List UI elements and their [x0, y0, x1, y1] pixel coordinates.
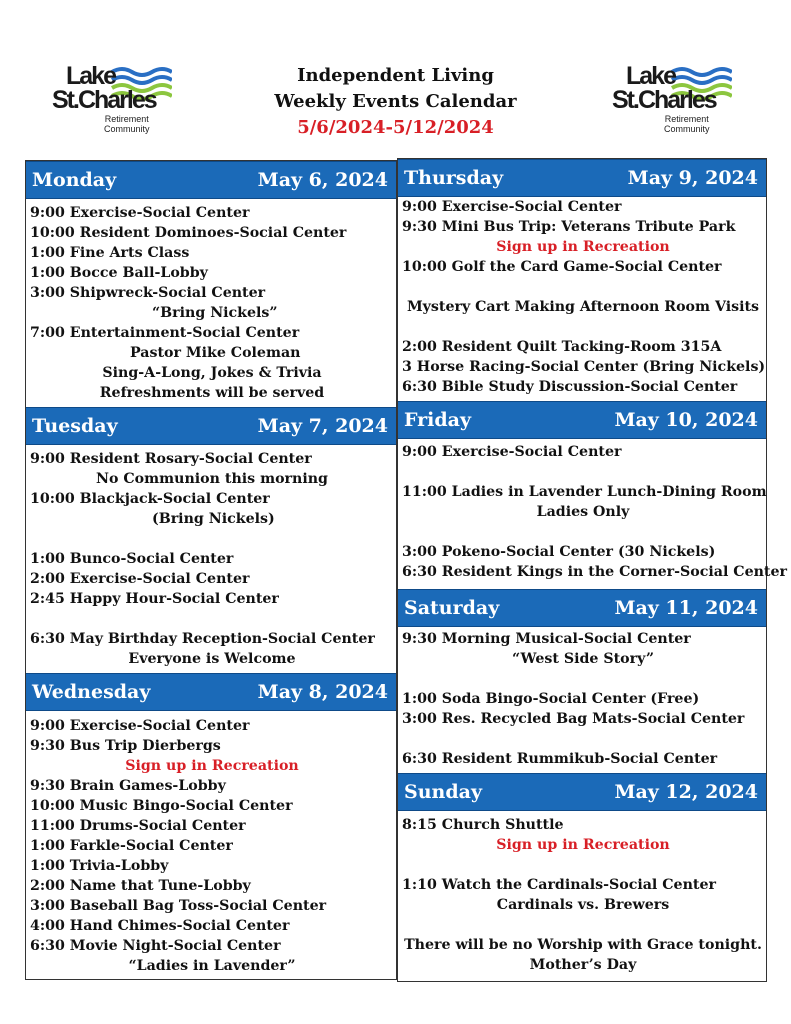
logo-text-lake: Lake [66, 62, 115, 90]
spacer [402, 277, 764, 297]
event-item: 9:30 Morning Musical-Social Center [402, 631, 691, 647]
day-header-thursday [398, 159, 766, 197]
day-name: Thursday [404, 167, 504, 189]
day-date: May 6, 2024 [257, 169, 388, 191]
day-header-sunday [398, 773, 766, 811]
event-item: 9:00 Exercise-Social Center [402, 444, 622, 460]
event-item: 6:30 Bible Study Discussion-Social Center [402, 379, 738, 395]
day-name: Tuesday [32, 415, 118, 437]
spacer [402, 317, 764, 337]
day-name: Wednesday [32, 681, 151, 703]
logo-text-stcharles: St.Charles [612, 86, 716, 114]
spacer [402, 729, 764, 749]
event-item: 9:30 Brain Games-Lobby [30, 778, 226, 794]
event-note: “Bring Nickels” [152, 305, 278, 321]
event-item: 1:10 Watch the Cardinals-Social Center [402, 877, 716, 893]
event-item: 2:00 Resident Quilt Tacking-Room 315A [402, 339, 722, 355]
event-item: 1:00 Farkle-Social Center [30, 838, 233, 854]
event-list-wednesday [30, 716, 394, 976]
event-item: 3:00 Res. Recycled Bag Mats-Social Center [402, 711, 745, 727]
event-list-tuesday [30, 449, 394, 669]
event-item: 10:00 Resident Dominoes-Social Center [30, 225, 347, 241]
day-header-saturday [398, 589, 766, 627]
event-note: Pastor Mike Coleman [130, 345, 301, 361]
event-note: “West Side Story” [511, 651, 655, 667]
signup-note: Sign up in Recreation [496, 239, 670, 255]
event-note: Mystery Cart Making Afternoon Room Visits [406, 299, 760, 315]
event-item: 3 Horse Racing-Social Center (Bring Nickels) [402, 359, 766, 375]
event-item: 11:00 Drums-Social Center [30, 818, 246, 834]
event-item: 11:00 Ladies in Lavender Lunch-Dining Room [402, 484, 767, 500]
right-column [397, 158, 787, 982]
event-item: 9:00 Resident Rosary-Social Center [30, 451, 312, 467]
signup-note: Sign up in Recreation [496, 837, 670, 853]
event-note: “Ladies in Lavender” [128, 958, 296, 974]
event-item: 1:00 Soda Bingo-Social Center (Free) [402, 691, 700, 707]
event-item: 1:00 Bocce Ball-Lobby [30, 265, 208, 281]
event-list-saturday [402, 629, 764, 769]
event-item: 9:00 Exercise-Social Center [402, 199, 622, 215]
left-column [25, 160, 397, 980]
event-list-sunday [402, 815, 764, 975]
event-item: 6:30 Resident Rummikub-Social Center [402, 751, 718, 767]
event-note: Mother’s Day [529, 957, 637, 973]
event-note: Refreshments will be served [99, 385, 325, 401]
event-item: 2:00 Name that Tune-Lobby [30, 878, 251, 894]
day-header-friday [398, 401, 766, 439]
event-list-monday [30, 203, 394, 403]
day-name: Monday [32, 169, 117, 191]
spacer [30, 609, 394, 629]
event-item: 3:00 Shipwreck-Social Center [30, 285, 266, 301]
day-name: Sunday [404, 781, 482, 803]
event-note: There will be no Worship with Grace tonight. [404, 937, 762, 953]
logo-text-lake: Lake [626, 62, 675, 90]
logo-subtitle: Retirement Community [664, 114, 710, 134]
event-item: 6:30 Movie Night-Social Center [30, 938, 281, 954]
event-note: No Communion this morning [96, 471, 328, 487]
signup-note: Sign up in Recreation [125, 758, 299, 774]
day-name: Friday [404, 409, 472, 431]
logo-subtitle: Retirement Community [104, 114, 150, 134]
event-item: 10:00 Music Bingo-Social Center [30, 798, 293, 814]
day-date: May 10, 2024 [614, 409, 758, 431]
event-note: Ladies Only [536, 504, 630, 520]
event-list-thursday [402, 197, 764, 397]
event-item: 1:00 Fine Arts Class [30, 245, 190, 261]
spacer [402, 915, 764, 935]
event-list-friday [402, 442, 787, 582]
event-item: 9:00 Exercise-Social Center [30, 718, 250, 734]
event-item: 7:00 Entertainment-Social Center [30, 325, 300, 341]
day-date: May 11, 2024 [614, 597, 758, 619]
event-item: 9:00 Exercise-Social Center [30, 205, 250, 221]
page-subtitle: Weekly Events Calendar [274, 91, 517, 112]
spacer [402, 855, 764, 875]
day-header-monday [26, 161, 396, 199]
day-date: May 8, 2024 [257, 681, 388, 703]
day-header-wednesday [26, 673, 396, 711]
event-item: 3:00 Pokeno-Social Center (30 Nickels) [402, 544, 716, 560]
spacer [402, 462, 764, 482]
day-name: Saturday [404, 597, 500, 619]
event-item: 1:00 Bunco-Social Center [30, 551, 234, 567]
event-note: Sing-A-Long, Jokes & Trivia [102, 365, 322, 381]
spacer [30, 529, 394, 549]
day-date: May 9, 2024 [627, 167, 758, 189]
event-item: 3:00 Baseball Bag Toss-Social Center [30, 898, 327, 914]
event-item: 1:00 Trivia-Lobby [30, 858, 169, 874]
event-item: 6:30 Resident Kings in the Corner-Social Center [402, 564, 787, 580]
spacer [402, 522, 764, 542]
event-item: 6:30 May Birthday Reception-Social Center [30, 631, 375, 647]
event-item: 2:00 Exercise-Social Center [30, 571, 250, 587]
event-note: Cardinals vs. Brewers [496, 897, 670, 913]
event-note: Everyone is Welcome [128, 651, 296, 667]
day-date: May 12, 2024 [614, 781, 758, 803]
event-item: 2:45 Happy Hour-Social Center [30, 591, 279, 607]
logo-text-stcharles: St.Charles [52, 86, 156, 114]
event-item: 9:30 Mini Bus Trip: Veterans Tribute Park [402, 219, 736, 235]
day-date: May 7, 2024 [257, 415, 388, 437]
event-item: 8:15 Church Shuttle [402, 817, 564, 833]
event-note: (Bring Nickels) [152, 511, 275, 527]
page-title: Independent Living [297, 65, 494, 86]
event-item: 9:30 Bus Trip Dierbergs [30, 738, 221, 754]
date-range: 5/6/2024-5/12/2024 [297, 117, 494, 138]
spacer [402, 669, 764, 689]
event-item: 4:00 Hand Chimes-Social Center [30, 918, 290, 934]
day-header-tuesday [26, 407, 396, 445]
event-item: 10:00 Golf the Card Game-Social Center [402, 259, 722, 275]
event-item: 10:00 Blackjack-Social Center [30, 491, 270, 507]
